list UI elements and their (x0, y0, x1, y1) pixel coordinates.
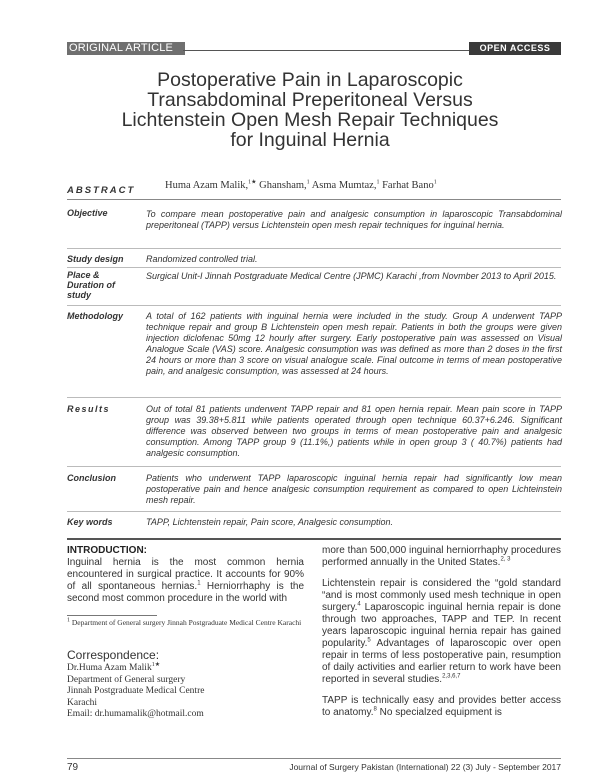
intro-paragraph (322, 695, 561, 719)
results-label: Results (67, 404, 111, 414)
conclusion-text: Patients who underwent TAPP laparoscopic inguinal hernia repair had significantly low mean postoperative pain and hence analgesic consumption requirement as compared to open Lichteinstein mesh repair. (146, 473, 562, 505)
intro-paragraph (322, 578, 561, 686)
study-design-text: Randomized controlled trial. (146, 254, 258, 264)
study-design-label: Study design (67, 254, 124, 264)
author-affiliation: 1 (376, 179, 380, 186)
affiliation-footnote (67, 618, 307, 627)
author-name: Huma Azam Malik, (165, 180, 249, 191)
footnote-marker: 1 (67, 617, 70, 624)
author-affiliation: 1 (306, 179, 310, 186)
section-divider (67, 511, 561, 512)
paper-title (60, 70, 560, 150)
intro-paragraph (322, 545, 561, 569)
author-affiliation: 1★ (248, 179, 257, 186)
author-affiliation: 1 (433, 179, 437, 186)
results-text: Out of total 81 patients underwent TAPP repair and 81 open hernia repair. Mean pain score in TAPP group was 39.38+5.811 while patients operated through open technique 60.37+6.246. Significant difference was observed between two groups in terms of mean postoperative pain and analgesic consumption. Among TAPP group 9 (11.1%,) patients while in open group 3 ( 40.7%) patients had analgesic consumption. (146, 404, 562, 458)
methodology-text: A total of 162 patients with inguinal hernia were included in the study. Group A underwent TAPP technique repair and group B Lichtenstein open mesh repair. Patients in both the groups were given injection diclofenac 50mg 12 hourly after surgery. Early postoperative pain was assessed on Visual Analogue Scale (VAS) score. Analgesic consumption was was defined as more than 2 doses in the first 24 hours or more than 3 score on visual analogue scale. Final outcome in terms of mean postoperative pain, and analgesic consumption, was assessed at 24 hours. (146, 311, 562, 376)
footnote-text: Department of General surgery Jinnah Postgraduate Medical Centre Karachi (70, 618, 302, 627)
keywords-label: Key words (67, 517, 113, 527)
correspondence-line: Karachi (67, 697, 98, 708)
journal-citation: Journal of Surgery Pakistan (International) 22 (3) July - September 2017 (289, 762, 561, 772)
abstract-end-divider (67, 538, 561, 540)
intro-text: Inguinal hernia is the most common hernia encountered in surgical practice. It accounts for 90% of all spontaneous hernias. (67, 557, 304, 592)
open-access-badge: OPEN ACCESS (469, 42, 561, 55)
correspondence-name: Dr.Huma Azam Malik (67, 663, 152, 673)
correspondence-heading: Correspondence: (67, 648, 160, 662)
correspondence-line: Jinnah Postgraduate Medical Centre (67, 686, 205, 696)
article-type-banner: ORIGINAL ARTICLE (67, 42, 185, 55)
title-line: Postoperative Pain in Laparoscopic (157, 69, 463, 91)
place-duration-text: Surgical Unit-I Jinnah Postgraduate Medical Centre (JPMC) Karachi ,from Novmber 2013 to April 2015. (146, 271, 557, 281)
section-divider (67, 267, 561, 268)
intro-text: No specialzed equipment is (376, 707, 502, 718)
intro-right-column (322, 545, 561, 728)
author-name: Farhat Bano (379, 180, 434, 191)
intro-paragraph (67, 557, 304, 605)
intro-text: Advantages of laparoscopic over open repair in terms of less postoperative pain, resumption of daily activities and earlier return to work have been reported in several studies. (322, 638, 561, 685)
section-divider (67, 305, 561, 306)
citation: 1 (197, 580, 201, 587)
citation: 5 (367, 637, 371, 644)
abstract-divider (67, 199, 561, 200)
citation: 8 (373, 706, 377, 713)
correspondence-details (67, 663, 204, 721)
section-divider (67, 248, 561, 249)
section-divider (67, 466, 561, 467)
correspondence-marker: 1★ (151, 661, 161, 668)
title-line: for Inguinal Hernia (230, 129, 390, 151)
keywords-text: TAPP, Lichtenstein repair, Pain score, Analgesic consumption. (146, 517, 393, 527)
page-number: 79 (67, 762, 79, 773)
intro-text: Lichtenstein repair is considered the “gold standard “and is most commonly used mesh technique in open surgery. (322, 578, 561, 613)
conclusion-label: Conclusion (67, 473, 116, 483)
author-list (165, 180, 565, 191)
title-line: Lichtenstein Open Mesh Repair Techniques (121, 109, 499, 131)
abstract-heading: ABSTRACT (67, 185, 136, 196)
author-name: Asma Mumtaz, (309, 180, 377, 191)
intro-text: Herniorrhaphy is the second most common procedure in the world with (67, 581, 305, 604)
correspondence-line: Department of General surgery (67, 674, 186, 685)
objective-label: Objective (67, 208, 108, 218)
intro-text: more than 500,000 inguinal herniorrhaphy procedures performed annually in the United States. (322, 545, 561, 568)
section-divider (67, 397, 561, 398)
footnote-divider (67, 615, 157, 616)
intro-text: TAPP is technically easy and provides better access to anatomy. (322, 695, 561, 718)
citation: 4 (357, 601, 361, 608)
intro-text: Laparoscopic inguinal hernia repair is done through two approaches, TAPP and TEP. In recent years laparoscopic inguinal hernia repair has gained popularity. (322, 602, 561, 649)
footer-divider (67, 758, 561, 759)
correspondence-email: Email: dr.humamalik@hotmail.com (67, 709, 204, 719)
header-divider (183, 50, 469, 51)
methodology-label: Methodology (67, 311, 123, 321)
introduction-heading: INTRODUCTION: (67, 545, 147, 556)
objective-text: To compare mean postoperative pain and analgesic consumption in laparoscopic Transabdominal preperitoneal (TAPP) versus Lichtenstein open mesh repair techniques for inguinal hernia. (146, 209, 562, 230)
place-duration-label: Place & Duration of study (67, 270, 115, 300)
citation: 2, 3 (500, 556, 511, 563)
citation: 2,3,6,7 (442, 673, 461, 680)
title-line: Transabdominal Preperitoneal Versus (147, 89, 473, 111)
author-name: Ghansham, (256, 180, 307, 191)
